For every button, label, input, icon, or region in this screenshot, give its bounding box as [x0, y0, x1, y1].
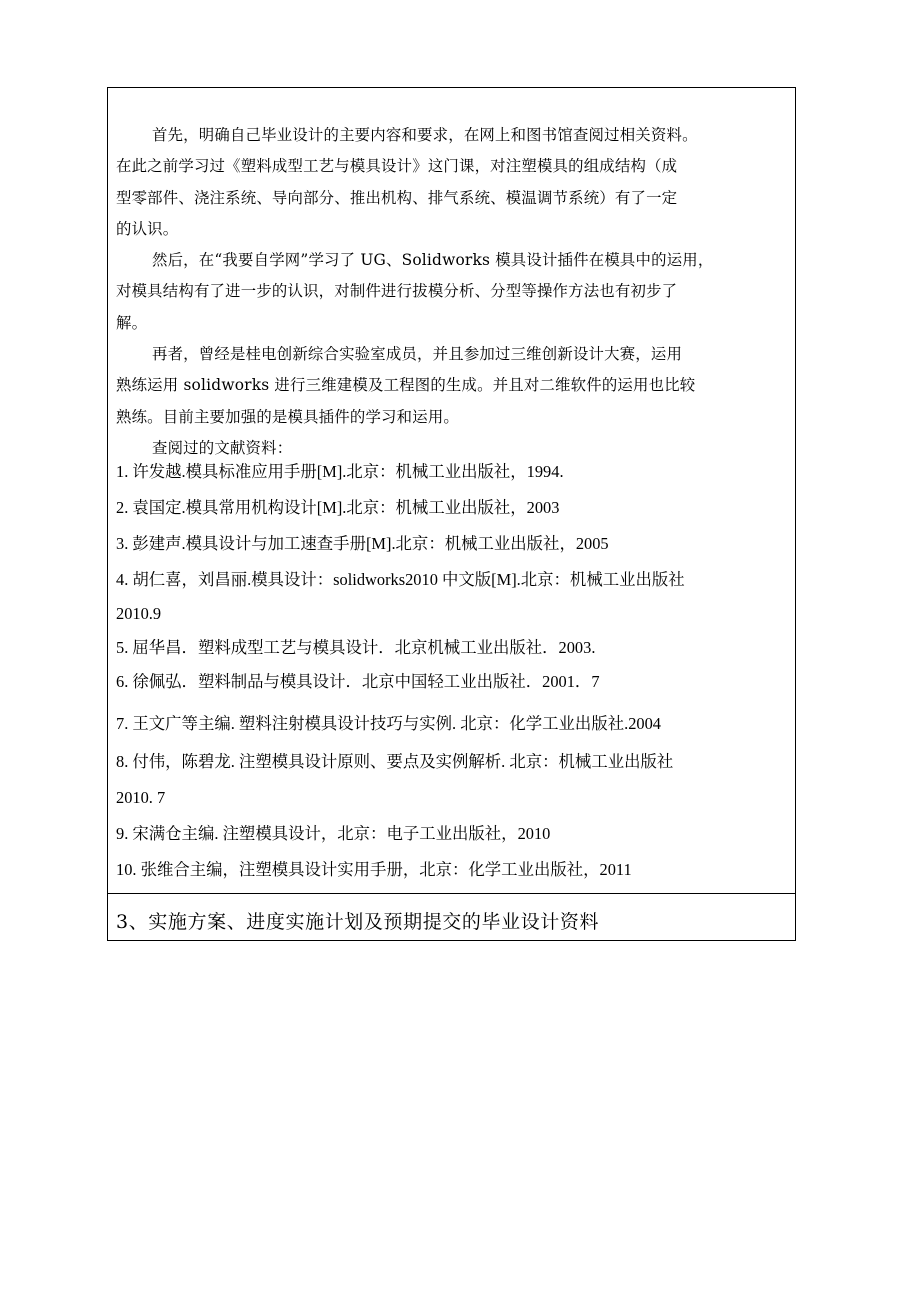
paragraph-line: 型零部件、浇注系统、导向部分、推出机构、排气系统、模温调节系统）有了一定 — [116, 188, 678, 207]
paragraph-line: 熟练。目前主要加强的是模具插件的学习和运用。 — [116, 407, 459, 426]
references-heading: 查阅过的文献资料： — [152, 438, 293, 457]
content-table — [107, 87, 796, 941]
reference-item: 2. 袁国定.模具常用机构设计[M].北京：机械工业出版社，2003 — [116, 498, 560, 517]
paragraph-line: 解。 — [116, 313, 148, 332]
reference-item-continuation: 2010.9 — [116, 604, 162, 623]
paragraph-line: 首先，明确自己毕业设计的主要内容和要求，在网上和图书馆查阅过相关资料。 — [152, 126, 698, 144]
reference-item: 9. 宋满仓主编. 注塑模具设计，北京：电子工业出版社，2010 — [116, 824, 551, 843]
reference-item: 8. 付伟，陈碧龙. 注塑模具设计原则、要点及实例解析. 北京：机械工业出版社 — [116, 752, 674, 771]
section-heading: 3、实施方案、进度实施计划及预期提交的毕业设计资料 — [116, 911, 600, 933]
paragraph-line: 再者，曾经是桂电创新综合实验室成员，并且参加过三维创新设计大赛，运用 — [152, 345, 683, 364]
reference-item: 5. 屈华昌．塑料成型工艺与模具设计．北京机械工业出版社．2003. — [116, 638, 596, 657]
reference-item: 4. 胡仁喜，刘昌丽.模具设计：solidworks2010 中文版[M].北京：机械工业出版社 — [116, 570, 685, 589]
paragraph-line: 然后，在“我要自学网”学习了 UG、Solidworks 模具设计插件在模具中的运用， — [152, 251, 714, 270]
paragraph-line: 对模具结构有了进一步的认识，对制件进行拔模分析、分型等操作方法也有初步了 — [116, 282, 678, 301]
paragraph-line: 熟练运用 solidworks 进行三维建模及工程图的生成。并且对二维软件的运用也比较 — [116, 376, 696, 395]
paragraph-line: 的认识。 — [116, 219, 179, 238]
reference-item: 7. 王文广等主编. 塑料注射模具设计技巧与实例. 北京：化学工业出版社.2004 — [116, 714, 661, 733]
narrative-text — [116, 120, 789, 464]
row-divider — [108, 893, 795, 894]
reference-item: 3. 彭建声.模具设计与加工速查手册[M].北京：机械工业出版社，2005 — [116, 534, 609, 553]
reference-item: 1. 许发越.模具标准应用手册[M].北京：机械工业出版社，1994. — [116, 462, 564, 481]
paragraph-line: 在此之前学习过《塑料成型工艺与模具设计》这门课，对注塑模具的组成结构（成 — [116, 157, 678, 176]
reference-item: 10. 张维合主编，注塑模具设计实用手册，北京：化学工业出版社，2011 — [116, 860, 632, 879]
reference-item: 6. 徐佩弘．塑料制品与模具设计．北京中国轻工业出版社．2001．7 — [116, 672, 600, 691]
reference-item-continuation: 2010. 7 — [116, 788, 166, 807]
